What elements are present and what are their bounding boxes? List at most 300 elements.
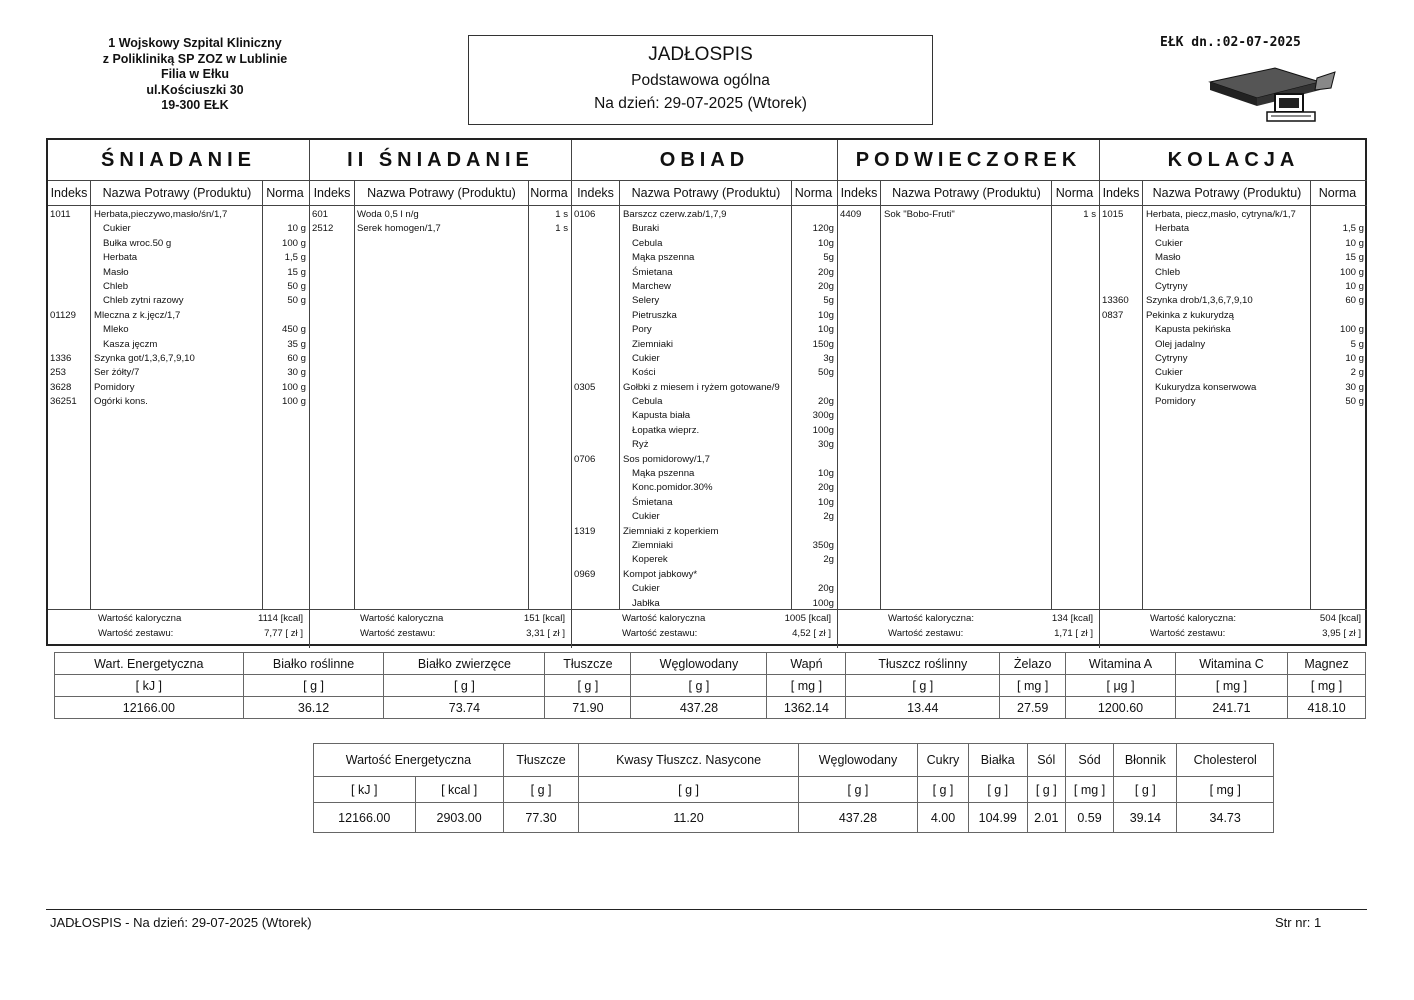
item-norm: 100 g bbox=[281, 237, 306, 249]
title-box bbox=[468, 35, 933, 125]
item-norm: 20g bbox=[817, 280, 834, 292]
item-name: Herbata bbox=[103, 252, 138, 264]
menu-row bbox=[48, 381, 309, 395]
nutrient-value: 4.00 bbox=[918, 803, 969, 833]
item-norm: 100g bbox=[812, 424, 834, 436]
item-index: 601 bbox=[312, 209, 329, 220]
item-norm: 10g bbox=[817, 324, 834, 336]
nutrient-unit: [ mg ] bbox=[767, 675, 846, 697]
meal-column bbox=[838, 140, 1100, 648]
menu-row bbox=[1100, 294, 1367, 308]
item-norm: 20g bbox=[817, 266, 834, 278]
nutrient-unit: [ g ] bbox=[243, 675, 384, 697]
nutrient-value: 2903.00 bbox=[415, 803, 503, 833]
column-header-name: Nazwa Potrawy (Produktu) bbox=[892, 186, 1041, 200]
nutrient-unit: [ mg ] bbox=[1288, 675, 1366, 697]
menu-row bbox=[572, 395, 837, 409]
menu-row bbox=[1100, 352, 1367, 366]
item-index: 1011 bbox=[50, 209, 71, 220]
meal-column bbox=[48, 140, 310, 648]
nutrient-header: Kwasy Tłuszcz. Nasycone bbox=[579, 744, 798, 777]
cost-value: 3,31 [ zł ] bbox=[526, 628, 565, 639]
menu-row bbox=[310, 222, 571, 236]
item-name: Kukurydza konserwowa bbox=[1155, 381, 1257, 393]
nutrient-header: Cukry bbox=[918, 744, 969, 777]
item-name: Cukier bbox=[1155, 237, 1183, 249]
column-header-name: Nazwa Potrawy (Produktu) bbox=[631, 186, 781, 200]
menu-row bbox=[48, 294, 309, 308]
column-header-norm: Norma bbox=[794, 186, 833, 200]
item-name: Barszcz czerw.zab/1,7,9 bbox=[623, 209, 727, 220]
item-name: Serek homogen/1,7 bbox=[357, 223, 441, 235]
column-headers bbox=[310, 181, 571, 206]
menu-row bbox=[48, 208, 309, 222]
menu-row bbox=[48, 395, 309, 409]
menu-row bbox=[572, 237, 837, 251]
item-name: Kompot jabkowy* bbox=[623, 568, 698, 580]
menu-row bbox=[48, 280, 309, 294]
nutrient-value: 12166.00 bbox=[314, 803, 416, 833]
item-index: 1015 bbox=[1102, 209, 1124, 220]
item-name: Kości bbox=[632, 367, 656, 379]
menu-row bbox=[572, 409, 837, 423]
footer-rule bbox=[46, 909, 1367, 910]
item-name: Śmietana bbox=[632, 266, 673, 278]
item-norm: 5g bbox=[823, 252, 834, 264]
meal-summary bbox=[1100, 609, 1367, 647]
menu-row bbox=[48, 352, 309, 366]
page-title: JADŁOSPIS bbox=[648, 44, 753, 65]
meal-title: ŚNIADANIE bbox=[48, 140, 309, 181]
item-name: Cukier bbox=[103, 223, 131, 235]
nutrient-unit: [ g ] bbox=[798, 777, 917, 803]
menu-row bbox=[572, 309, 837, 323]
item-norm: 2 g bbox=[1350, 367, 1364, 379]
item-norm: 100 g bbox=[281, 396, 306, 408]
nutrient-value: 34.73 bbox=[1177, 803, 1274, 833]
menu-row bbox=[572, 424, 837, 438]
item-name: Konc.pomidor.30% bbox=[632, 482, 713, 494]
item-norm: 300g bbox=[812, 410, 834, 422]
column-divider bbox=[528, 180, 529, 610]
item-norm: 10g bbox=[817, 309, 834, 321]
item-index: 0106 bbox=[574, 209, 596, 220]
menu-row bbox=[48, 237, 309, 251]
column-header-index: Indeks bbox=[50, 186, 88, 200]
item-norm: 50g bbox=[817, 367, 834, 379]
item-norm: 10 g bbox=[1345, 280, 1364, 292]
menu-row bbox=[572, 453, 837, 467]
item-norm: 10g bbox=[817, 237, 834, 249]
nutrient-unit: [ kJ ] bbox=[314, 777, 416, 803]
item-name: Masło bbox=[103, 266, 129, 278]
nutrient-header: Węglowodany bbox=[631, 653, 767, 675]
item-norm: 30g bbox=[817, 439, 834, 451]
column-header-index: Indeks bbox=[577, 186, 614, 200]
item-norm: 20g bbox=[817, 396, 834, 408]
nutrient-header: Sód bbox=[1065, 744, 1113, 777]
item-name: Kasza jęczm bbox=[103, 338, 158, 350]
menu-row bbox=[572, 294, 837, 308]
item-norm: 50 g bbox=[1345, 396, 1364, 408]
nutrient-unit: [ g ] bbox=[918, 777, 969, 803]
nutrient-unit: [ mg ] bbox=[1177, 777, 1274, 803]
nutrient-unit: [ kcal ] bbox=[415, 777, 503, 803]
item-name: Mąka pszenna bbox=[632, 468, 695, 480]
item-index: 13360 bbox=[1102, 295, 1129, 307]
menu-row bbox=[572, 481, 837, 495]
item-index: 36251 bbox=[50, 396, 77, 408]
nutrient-value: 2.01 bbox=[1027, 803, 1065, 833]
hospital-line: z Polikliniką SP ZOZ w Lublinie bbox=[102, 51, 288, 66]
nutrient-value: 241.71 bbox=[1175, 697, 1287, 719]
item-name: Cukier bbox=[632, 583, 660, 595]
kcal-label: Wartość kaloryczna: bbox=[1150, 613, 1237, 624]
item-index: 3628 bbox=[50, 381, 72, 393]
nutrient-header: Błonnik bbox=[1114, 744, 1177, 777]
kcal-label: Wartość kaloryczna bbox=[98, 613, 182, 624]
item-name: Cukier bbox=[1155, 367, 1183, 379]
page-subtitle: Podstawowa ogólna bbox=[631, 72, 770, 89]
item-name: Mleczna z k.jęcz/1,7 bbox=[94, 309, 181, 321]
nutrient-unit: [ g ] bbox=[579, 777, 798, 803]
nutrient-header: Tłuszcze bbox=[503, 744, 579, 777]
nutrient-value: 27.59 bbox=[1000, 697, 1066, 719]
menu-row bbox=[1100, 208, 1367, 222]
nutrient-unit: [ g ] bbox=[1027, 777, 1065, 803]
menu-row bbox=[1100, 309, 1367, 323]
nutrient-value: 418.10 bbox=[1288, 697, 1366, 719]
item-norm: 1 s bbox=[555, 223, 568, 235]
meal-rows bbox=[1100, 208, 1367, 409]
column-divider bbox=[1051, 180, 1052, 610]
item-name: Chleb bbox=[1155, 266, 1181, 278]
item-name: Cukier bbox=[632, 511, 660, 523]
nutrient-value: 73.74 bbox=[384, 697, 545, 719]
item-norm: 100 g bbox=[281, 381, 306, 393]
item-name: Herbata, piecz,masło, cytryna/k/1,7 bbox=[1146, 209, 1296, 220]
page-number: Str nr: 1 bbox=[1275, 915, 1322, 930]
item-name: Ziemniaki z koperkiem bbox=[623, 525, 719, 537]
nutrient-unit: [ g ] bbox=[503, 777, 579, 803]
nutrient-value: 1200.60 bbox=[1066, 697, 1176, 719]
menu-row bbox=[572, 266, 837, 280]
menu-row bbox=[48, 338, 309, 352]
item-name: Chleb bbox=[103, 280, 129, 292]
item-index: 4409 bbox=[840, 209, 862, 220]
item-name: Cebula bbox=[632, 396, 663, 408]
nutrient-unit: [ g ] bbox=[384, 675, 545, 697]
item-index: 0305 bbox=[574, 381, 596, 393]
menu-row bbox=[572, 208, 837, 222]
nutrient-value: 104.99 bbox=[968, 803, 1027, 833]
item-norm: 50 g bbox=[287, 280, 306, 292]
meal-title: II ŚNIADANIE bbox=[310, 140, 571, 181]
item-norm: 350g bbox=[812, 539, 834, 551]
nutrient-value: 11.20 bbox=[579, 803, 798, 833]
menu-row bbox=[572, 366, 837, 380]
meal-summary bbox=[838, 609, 1099, 647]
cost-value: 7,77 [ zł ] bbox=[264, 628, 303, 639]
item-norm: 10 g bbox=[1345, 237, 1364, 249]
kcal-label: Wartość kaloryczna bbox=[622, 613, 706, 624]
item-norm: 1 s bbox=[1083, 209, 1096, 220]
cost-label: Wartość zestawu: bbox=[360, 628, 436, 639]
column-headers bbox=[48, 181, 309, 206]
item-norm: 30 g bbox=[287, 367, 306, 379]
meal-title: KOLACJA bbox=[1100, 140, 1367, 181]
nutrient-value: 437.28 bbox=[631, 697, 767, 719]
column-headers bbox=[1100, 181, 1367, 206]
item-norm: 3g bbox=[823, 352, 834, 364]
column-headers bbox=[838, 181, 1099, 206]
item-name: Jabłka bbox=[632, 597, 660, 609]
nutrient-unit: [ g ] bbox=[545, 675, 631, 697]
column-divider bbox=[880, 180, 881, 610]
menu-row bbox=[838, 208, 1099, 222]
nutrient-value: 36.12 bbox=[243, 697, 384, 719]
item-norm: 150g bbox=[812, 338, 834, 350]
item-name: Olej jadalny bbox=[1155, 338, 1206, 350]
item-name: Sok "Bobo-Fruti" bbox=[884, 209, 955, 220]
menu-row bbox=[48, 251, 309, 265]
hospital-line: Filia w Ełku bbox=[160, 67, 230, 81]
item-name: Masło bbox=[1155, 252, 1181, 264]
menu-row bbox=[1100, 280, 1367, 294]
menu-row bbox=[572, 582, 837, 596]
kcal-label: Wartość kaloryczna: bbox=[888, 613, 975, 624]
item-name: Cytryny bbox=[1155, 352, 1188, 364]
column-header-index: Indeks bbox=[840, 186, 878, 200]
column-header-norm: Norma bbox=[1055, 186, 1094, 200]
item-index: 0706 bbox=[574, 453, 596, 465]
item-name: Mąka pszenna bbox=[632, 252, 695, 264]
item-norm: 1 s bbox=[555, 209, 568, 220]
nutrient-value: 13.44 bbox=[846, 697, 1000, 719]
item-name: Ryż bbox=[632, 439, 649, 451]
nutrient-unit: [ mg ] bbox=[1175, 675, 1287, 697]
nutrient-header: Witamina A bbox=[1066, 653, 1176, 675]
item-name: Śmietana bbox=[632, 496, 673, 508]
nutrient-header: Tłuszcz roślinny bbox=[846, 653, 1000, 675]
energy-header: Wartość Energetyczna bbox=[314, 744, 504, 777]
menu-row bbox=[572, 496, 837, 510]
menu-row bbox=[1100, 395, 1367, 409]
item-name: Chleb zytni razowy bbox=[103, 295, 184, 307]
item-index: 253 bbox=[50, 367, 67, 379]
item-name: Pekinka z kukurydzą bbox=[1146, 309, 1234, 321]
item-norm: 100 g bbox=[1339, 266, 1364, 278]
item-name: Ser żółty/7 bbox=[94, 367, 140, 379]
nutrient-value: 71.90 bbox=[545, 697, 631, 719]
cost-value: 3,95 [ zł ] bbox=[1322, 628, 1361, 639]
item-norm: 120g bbox=[812, 223, 834, 235]
nutrient-header: Cholesterol bbox=[1177, 744, 1274, 777]
kcal-value: 504 [kcal] bbox=[1319, 613, 1361, 624]
nutrient-header: Wart. Energetyczna bbox=[55, 653, 244, 675]
nutrient-value: 39.14 bbox=[1114, 803, 1177, 833]
menu-row bbox=[1100, 338, 1367, 352]
item-name: Ogórki kons. bbox=[94, 396, 148, 408]
meal-column bbox=[310, 140, 572, 648]
nutrient-header: Magnez bbox=[1288, 653, 1366, 675]
item-name: Herbata bbox=[1155, 223, 1190, 235]
meal-rows bbox=[310, 208, 571, 237]
column-header-name: Nazwa Potrawy (Produktu) bbox=[367, 186, 516, 200]
item-name: Szynka drob/1,3,6,7,9,10 bbox=[1146, 295, 1253, 307]
cost-label: Wartość zestawu: bbox=[888, 628, 964, 639]
footer-title: JADŁOSPIS - Na dzień: 29-07-2025 (Wtorek) bbox=[50, 915, 312, 930]
item-norm: 2g bbox=[823, 554, 834, 566]
item-norm: 450 g bbox=[281, 324, 306, 336]
item-name: Woda 0,5 l n/g bbox=[357, 209, 419, 220]
hospital-address bbox=[70, 36, 320, 114]
item-index: 1336 bbox=[50, 352, 72, 364]
nutrition-table-1 bbox=[54, 652, 1366, 719]
item-norm: 15 g bbox=[1345, 252, 1364, 264]
item-name: Szynka got/1,3,6,7,9,10 bbox=[94, 352, 195, 364]
menu-date: Na dzień: 29-07-2025 (Wtorek) bbox=[594, 95, 807, 112]
meal-rows bbox=[838, 208, 1099, 222]
column-headers bbox=[572, 181, 837, 206]
kcal-label: Wartość kaloryczna bbox=[360, 613, 444, 624]
menu-row bbox=[572, 280, 837, 294]
kcal-value: 1005 [kcal] bbox=[784, 613, 831, 624]
item-name: Pomidory bbox=[1155, 396, 1196, 408]
item-norm: 10 g bbox=[1345, 352, 1364, 364]
item-norm: 5 g bbox=[1350, 338, 1364, 350]
nutrient-header: Witamina C bbox=[1175, 653, 1287, 675]
item-norm: 60 g bbox=[1345, 295, 1364, 307]
item-norm: 2g bbox=[823, 511, 834, 523]
item-index: 1319 bbox=[574, 525, 596, 537]
item-norm: 60 g bbox=[287, 352, 306, 364]
menu-row bbox=[572, 553, 837, 567]
nutrient-value: 12166.00 bbox=[55, 697, 244, 719]
hospital-line: ul.Kościuszki 30 bbox=[146, 82, 244, 97]
kcal-value: 134 [kcal] bbox=[1051, 613, 1093, 624]
cost-label: Wartość zestawu: bbox=[98, 628, 174, 639]
menu-row bbox=[1100, 266, 1367, 280]
column-header-index: Indeks bbox=[1102, 186, 1140, 200]
column-divider bbox=[354, 180, 355, 610]
item-norm: 30 g bbox=[1345, 381, 1364, 393]
item-norm: 35 g bbox=[287, 338, 306, 350]
nutrient-unit: [ μg ] bbox=[1066, 675, 1176, 697]
menu-row bbox=[1100, 237, 1367, 251]
item-name: Bułka wroc.50 g bbox=[103, 237, 172, 249]
meal-rows bbox=[572, 208, 837, 611]
column-header-name: Nazwa Potrawy (Produktu) bbox=[102, 186, 252, 200]
item-name: Kapusta biała bbox=[632, 410, 691, 422]
menu-row bbox=[572, 525, 837, 539]
menu-row bbox=[1100, 251, 1367, 265]
menu-row bbox=[48, 309, 309, 323]
column-header-norm: Norma bbox=[1318, 186, 1357, 200]
item-norm: 100g bbox=[812, 597, 834, 609]
nutrient-unit: [ g ] bbox=[846, 675, 1000, 697]
meal-rows bbox=[48, 208, 309, 409]
nutrient-header: Tłuszcze bbox=[545, 653, 631, 675]
nutrient-value: 77.30 bbox=[503, 803, 579, 833]
nutrient-header: Sól bbox=[1027, 744, 1065, 777]
menu-row bbox=[572, 510, 837, 524]
item-norm: 5g bbox=[823, 295, 834, 307]
cost-label: Wartość zestawu: bbox=[622, 628, 698, 639]
column-header-norm: Norma bbox=[530, 186, 568, 200]
nutrient-value: 1362.14 bbox=[767, 697, 846, 719]
item-name: Ziemniaki bbox=[632, 338, 674, 350]
item-name: Pory bbox=[632, 324, 652, 336]
meal-title: OBIAD bbox=[572, 140, 837, 181]
nutrient-unit: [ mg ] bbox=[1000, 675, 1066, 697]
nutrient-value: 437.28 bbox=[798, 803, 917, 833]
cost-value: 1,71 [ zł ] bbox=[1054, 628, 1093, 639]
menu-row bbox=[572, 467, 837, 481]
menu-row bbox=[48, 266, 309, 280]
menu-row bbox=[572, 323, 837, 337]
menu-row bbox=[572, 438, 837, 452]
hospital-line: 19-300 EŁK bbox=[161, 98, 229, 112]
nutrient-unit: [ mg ] bbox=[1065, 777, 1113, 803]
item-norm: 100 g bbox=[1339, 324, 1364, 336]
item-name: Cukier bbox=[632, 352, 660, 364]
nutrient-unit: [ g ] bbox=[968, 777, 1027, 803]
item-name: Selery bbox=[632, 295, 660, 307]
item-norm: 1,5 g bbox=[1342, 223, 1364, 235]
kcal-value: 151 [kcal] bbox=[523, 613, 565, 624]
date-stamp: EŁK dn.:02-07-2025 bbox=[1160, 35, 1301, 50]
menu-row bbox=[1100, 366, 1367, 380]
item-index: 0837 bbox=[1102, 309, 1124, 321]
menu-row bbox=[572, 352, 837, 366]
item-name: Marchew bbox=[632, 280, 671, 292]
cost-label: Wartość zestawu: bbox=[1150, 628, 1226, 639]
menu-row bbox=[572, 222, 837, 236]
menu-row bbox=[48, 222, 309, 236]
nutrient-header: Żelazo bbox=[1000, 653, 1066, 675]
kcal-value: 1114 [kcal] bbox=[258, 613, 303, 624]
item-name: Pietruszka bbox=[632, 309, 677, 321]
nutrient-header: Węglowodany bbox=[798, 744, 917, 777]
menu-row bbox=[48, 323, 309, 337]
item-norm: 20g bbox=[817, 482, 834, 494]
item-name: Sos pomidorowy/1,7 bbox=[623, 453, 710, 465]
menu-row bbox=[572, 251, 837, 265]
item-name: Gołbki z miesem i ryżem gotowane/9 bbox=[623, 381, 780, 393]
meal-column bbox=[1100, 140, 1367, 648]
item-index: 0969 bbox=[574, 568, 596, 580]
item-name: Cytryny bbox=[1155, 280, 1188, 292]
item-index: 01129 bbox=[50, 309, 76, 321]
menu-row bbox=[1100, 381, 1367, 395]
item-name: Kapusta pekińska bbox=[1155, 324, 1231, 336]
column-header-index: Indeks bbox=[313, 186, 351, 200]
item-name: Herbata,pieczywo,masło/śn/1,7 bbox=[94, 209, 228, 220]
menu-row bbox=[572, 381, 837, 395]
meal-summary bbox=[310, 609, 571, 647]
menu-row bbox=[572, 568, 837, 582]
item-name: Koperek bbox=[632, 554, 668, 566]
nutrient-value: 0.59 bbox=[1065, 803, 1113, 833]
item-name: Ziemniaki bbox=[632, 539, 674, 551]
computer-icon bbox=[1205, 60, 1340, 125]
menu-row bbox=[310, 208, 571, 222]
item-name: Cebula bbox=[632, 237, 663, 249]
menu-row bbox=[572, 539, 837, 553]
item-name: Buraki bbox=[632, 223, 660, 235]
nutrient-header: Wapń bbox=[767, 653, 846, 675]
